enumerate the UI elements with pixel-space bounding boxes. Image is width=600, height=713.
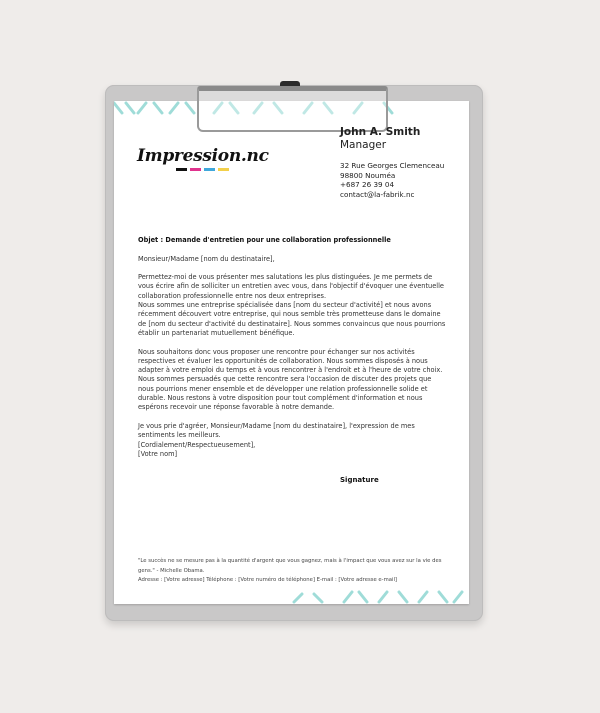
paragraph-1: Permettez-moi de vous présenter mes salutations les plus distinguées. Je me permets de vous écrire afin de solliciter un entretien avec vous, dans l'objectif d'évoquer une éventuelle collaboration professionnelle entre nos deux entreprises. (138, 273, 444, 300)
address-line2: 98800 Nouméa (340, 170, 396, 180)
sender-block (340, 126, 444, 199)
sender-address (340, 161, 444, 199)
signature-label: Signature (340, 476, 379, 484)
letter-subject: Objet : Demande d'entretien pour une collaboration professionnelle (138, 236, 391, 244)
your-name: [Votre nom] (138, 449, 178, 458)
footer-contact: Adresse : [Votre adresse] Téléphone : [Votre numéro de téléphone] E-mail : [Votre adresse e-mail] (138, 577, 398, 584)
paragraph-3: Nous souhaitons donc vous proposer une rencontre pour échanger sur nos activités respectives et évaluer les opportunités de collaboration. Nous sommes disposés à nous adapter à votre emploi du temps et à vous rencontrer à l'endroit et à l'heure de votre choix. (138, 347, 443, 375)
letter-body (138, 236, 448, 468)
footer-quote: "Le succès ne se mesure pas à la quantité d'argent que vous gagnez, mais à l'impact que vous avez sur la vie des gens." - Michelle Obama. (138, 558, 442, 574)
logo-text: Impression.nc (137, 146, 269, 166)
company-logo (137, 146, 269, 171)
closing: Je vous prie d'agréer, Monsieur/Madame [nom du destinataire], l'expression de mes sentiments les meilleurs. (138, 421, 415, 440)
address-line1: 32 Rue Georges Clemenceau (340, 161, 445, 170)
paragraph-4: Nous sommes persuadés que cette rencontre sera l'occasion de discuter des projets que nous pourrions mener ensemble et de développer une relation professionnelle solide et durable. Nous restons à votre disposition pour tout complément d'information et nous espérons recevoir une réponse favorable à notre demande. (138, 375, 432, 412)
stripe-cyan (204, 168, 215, 171)
sender-email: contact@la-fabrik.nc (340, 189, 415, 199)
stripe-yellow (218, 168, 229, 171)
paragraph-2: Nous sommes une entreprise spécialisée dans [nom du secteur d'activité] et nous avons récemment découvert votre entreprise, qui nous semble très prometteuse dans le domaine de [nom du secteur d'activité du destinataire]. Nous sommes convaincus que nous pourrions établir un partenariat mutuellement bénéfique. (138, 301, 446, 337)
stripe-magenta (190, 168, 201, 171)
teal-pattern-bottom (114, 590, 469, 604)
closing-formula: [Cordialement/Respectueusement], (138, 440, 256, 449)
salutation: Monsieur/Madame [nom du destinataire], (138, 254, 275, 263)
stripe-black (176, 168, 187, 171)
cmyk-stripes (176, 168, 269, 171)
sender-name: John A. Smith (340, 126, 421, 138)
sender-phone: +687 26 39 04 (340, 180, 395, 189)
sender-role: Manager (340, 139, 387, 151)
letter-footer (138, 557, 458, 586)
